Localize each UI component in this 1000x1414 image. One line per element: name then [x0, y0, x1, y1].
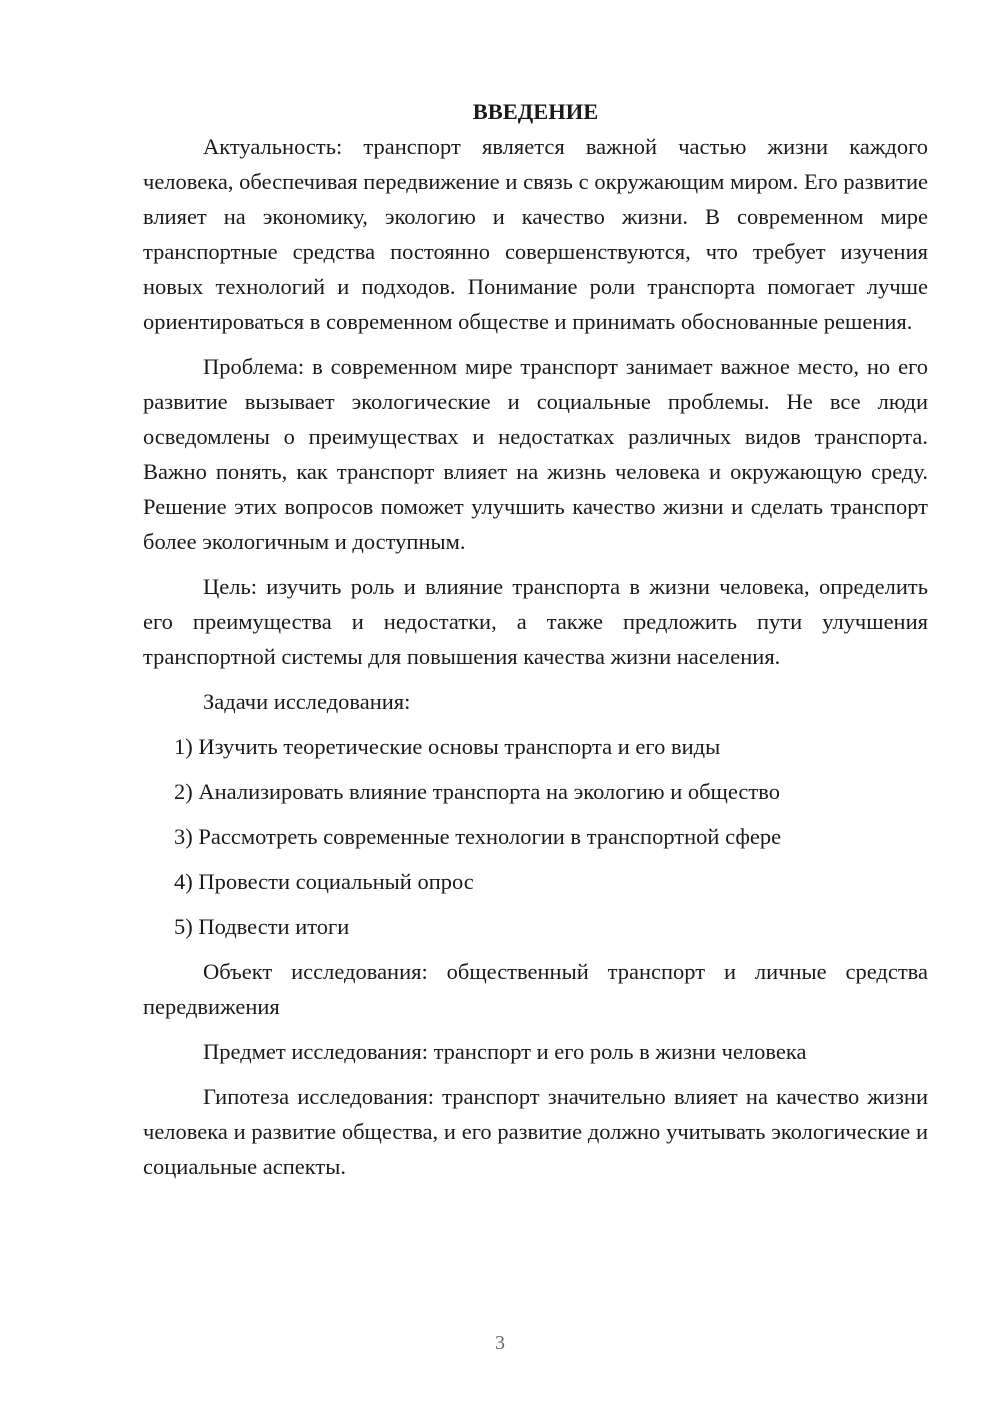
relevance-paragraph: Актуальность: транспорт является важной частью жизни каждого человека, обеспечивая передвижение и связь с окружающим миром. Его развитие влияет на экономику, экологию и качество жизни. В современном мире транспортные средства постоянно совершенствуются, что требует изучения новых технологий и подходов. Понимание роли транспорта помогает лучше ориентироваться в современном обществе и принимать обоснованные решения.: [143, 134, 928, 334]
page-title: ВВЕДЕНИЕ: [472, 99, 599, 124]
tasks-list: [143, 729, 928, 944]
list-item: 4) Провести социальный опрос: [174, 869, 474, 894]
list-item: 1) Изучить теоретические основы транспорта и его виды: [174, 734, 721, 759]
list-item: 5) Подвести итоги: [174, 914, 350, 939]
tasks-heading: Задачи исследования:: [203, 689, 411, 714]
list-item: 3) Рассмотреть современные технологии в транспортной сфере: [174, 824, 782, 849]
subject-paragraph: Предмет исследования: транспорт и его роль в жизни человека: [203, 1039, 807, 1064]
goal-paragraph: Цель: изучить роль и влияние транспорта в жизни человека, определить его преимущества и недостатки, а также предложить пути улучшения транспортной системы для повышения качества жизни населения.: [143, 574, 928, 669]
document-page: [143, 94, 928, 1194]
object-paragraph: Объект исследования: общественный транспорт и личные средства передвижения: [143, 959, 928, 1019]
page-number: 3: [495, 1332, 505, 1354]
problem-paragraph: Проблема: в современном мире транспорт занимает важное место, но его развитие вызывает экологические и социальные проблемы. Не все люди осведомлены о преимуществах и недостатках различных видов транспорта. Важно понять, как транспорт влияет на жизнь человека и окружающую среду. Решение этих вопросов поможет улучшить качество жизни и сделать транспорт более экологичным и доступным.: [143, 354, 928, 554]
hypothesis-paragraph: Гипотеза исследования: транспорт значительно влияет на качество жизни человека и развитие общества, и его развитие должно учитывать экологические и социальные аспекты.: [143, 1084, 928, 1179]
list-item: 2) Анализировать влияние транспорта на экологию и общество: [174, 779, 780, 804]
